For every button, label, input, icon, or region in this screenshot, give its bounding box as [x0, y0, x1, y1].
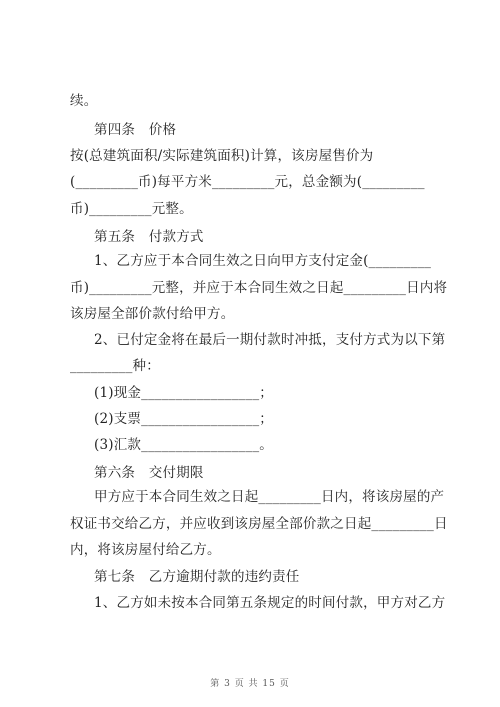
list-item: (2)支票_________________；: [94, 411, 273, 427]
article-heading: 第七条 乙方逾期付款的违约责任: [94, 569, 300, 585]
text-line: 1、乙方应于本合同生效之日向甲方支付定金(_________: [94, 253, 432, 269]
text-line: 按(总建筑面积/实际建筑面积)计算，该房屋售价为: [70, 148, 374, 164]
text-line: 续。: [70, 93, 98, 109]
list-item: (3)汇款_________________。: [94, 437, 273, 453]
page-number-footer: 第 3 页 共 15 页: [210, 679, 290, 689]
text-line: 1、乙方如未按本合同第五条规定的时间付款，甲方对乙方: [94, 595, 446, 611]
article-heading: 第六条 交付期限: [94, 465, 204, 481]
text-line: 内，将该房屋付给乙方。: [70, 542, 221, 558]
text-line: 权证书交给乙方，并应收到该房屋全部价款之日起_________日: [70, 516, 448, 532]
article-heading: 第四条 价格: [94, 122, 177, 138]
list-item: (1)现金_________________；: [94, 385, 273, 401]
text-line: _________种：: [70, 358, 160, 374]
text-line: 币)_________元整。: [70, 201, 193, 217]
text-line: 2、已付定金将在最后一期付款时冲抵，支付方式为以下第: [94, 332, 446, 348]
text-line: 币)_________元整，并应于本合同生效之日起_________日内将: [70, 280, 448, 296]
text-line: (_________币)每平方米_________元，总金额为(_________: [70, 174, 425, 190]
text-line: 该房屋全部价款付给甲方。: [70, 306, 235, 322]
text-line: 甲方应于本合同生效之日起_________日内，将该房屋的产: [94, 489, 445, 505]
article-heading: 第五条 付款方式: [94, 229, 204, 245]
